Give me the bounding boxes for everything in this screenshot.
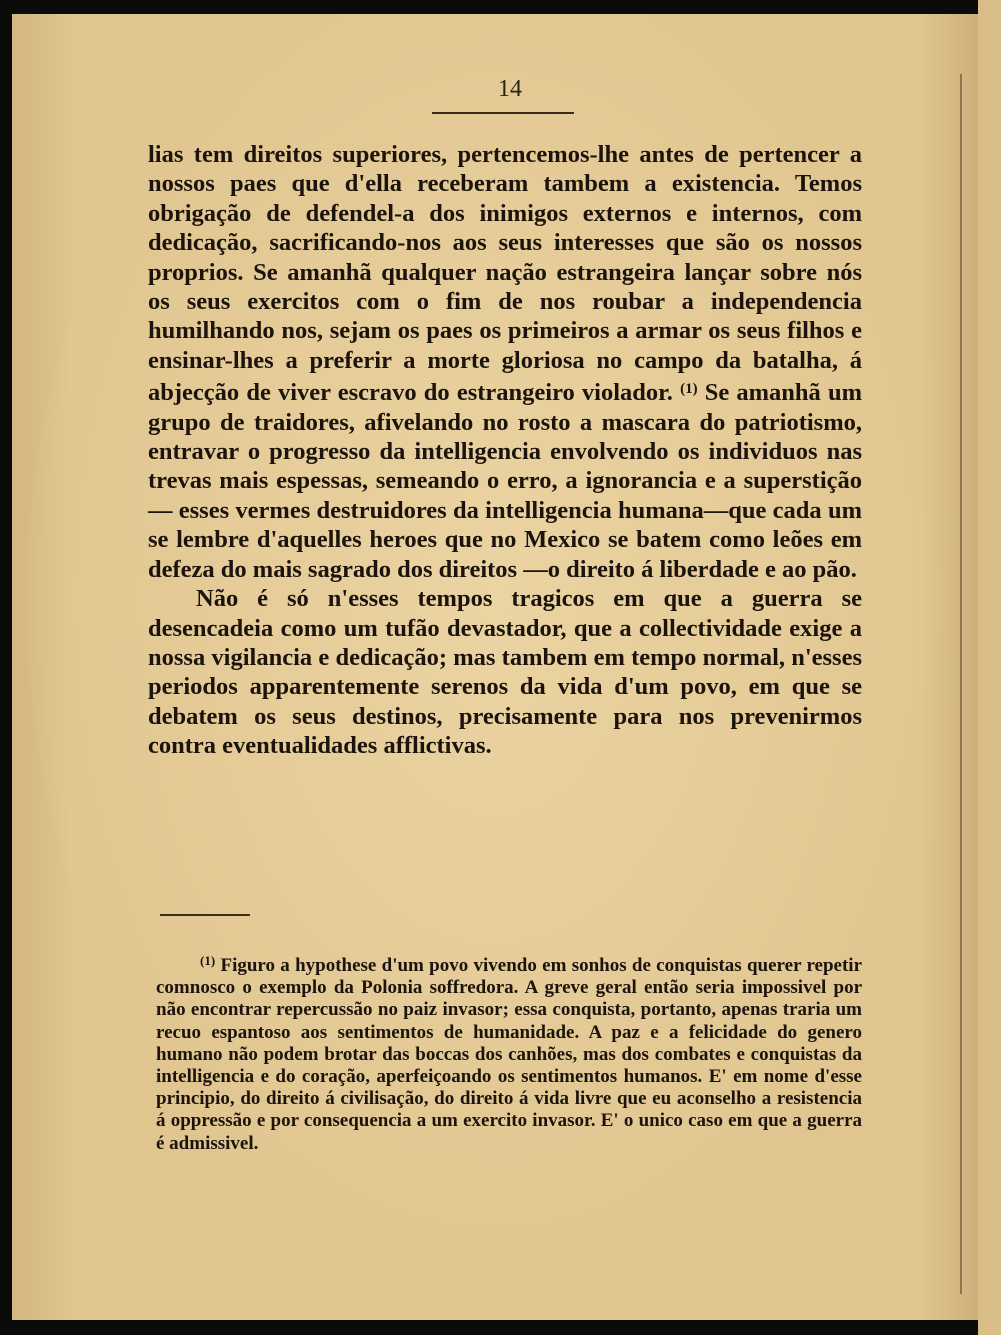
footnote-marker: (1) <box>200 953 216 968</box>
paragraph-2: Não é só n'esses tempos tragicos em que a guerra se desencadeia como um tufão devastador, que a collectividade exige a nossa vigilancia e dedicação; mas tambem em tempo normal, n'esses periodos apparentemente serenos da vida d'um povo, em que se debatem os seus destinos, precisamente para nos prevenirmos contra eventualidades afflictivas. <box>148 585 862 760</box>
header-rule <box>432 112 574 114</box>
main-text <box>148 140 862 761</box>
paragraph-1-part-1: lias tem direitos superiores, pertencemos-lhe antes de pertencer a nossos paes que d'ella receberam tambem a existencia. Temos obrigação de defendel-a dos inimigos externos e internos, com dedicação, sacrificando-nos aos seus interesses que são os nossos proprios. Se amanhã qualquer nação estrangeira lançar sobre nós os seus exercitos com o fim de nos roubar a independencia humilhando nos, sejam os paes os primeiros a armar os seus filhos e ensinar-lhes a preferir a morte gloriosa no campo da batalha, á abjecção de viver escravo do estrangeiro violador. <box>148 141 862 407</box>
adjacent-page-edge <box>978 0 1001 1335</box>
page-number: 14 <box>498 76 522 102</box>
footnote-text: Figuro a hypothese d'um povo vivendo em sonhos de conquistas querer repetir comnosco o exemplo da Polonia soffredora. A greve geral então seria impossivel por não encontrar repercussão no paiz invasor; essa conquista, portanto, apenas traria um recuo espantoso aos sentimentos de humanidade. A paz e a felicidade do genero humano não podem brotar das boccas dos canhões, mas dos combates e conquistas da intelligencia e do coração, aperfeiçoando os sentimentos humanos. E' em nome d'esse principio, do direito á civilisação, do direito á vida livre que eu aconselho a resistencia á oppressão e por consequencia a um exercito invasor. E' o unico caso em que a guerra é admissivel. <box>156 955 863 1154</box>
paragraph-1-part-2: Se amanhã um grupo de traidores, afivelando no rosto a mascara do patriotismo, entravar o progresso da intelligencia envolvendo os individuos nas trevas mais espessas, semeando o erro, a ignorancia e a superstição— esses vermes destruidores da intelligencia humana—que cada um se lembre d'aquelles heroes que no Mexico se batem como leões em defeza do mais sagrado dos direitos —o direito á liberdade e ao pão. <box>148 379 862 583</box>
footnote <box>156 950 862 1155</box>
footnote-rule <box>160 914 250 916</box>
footnote-paragraph <box>156 950 862 1155</box>
paragraph-1 <box>148 140 862 584</box>
footnote-reference[interactable]: (1) <box>680 381 698 398</box>
page-fold-shadow <box>960 74 962 1294</box>
